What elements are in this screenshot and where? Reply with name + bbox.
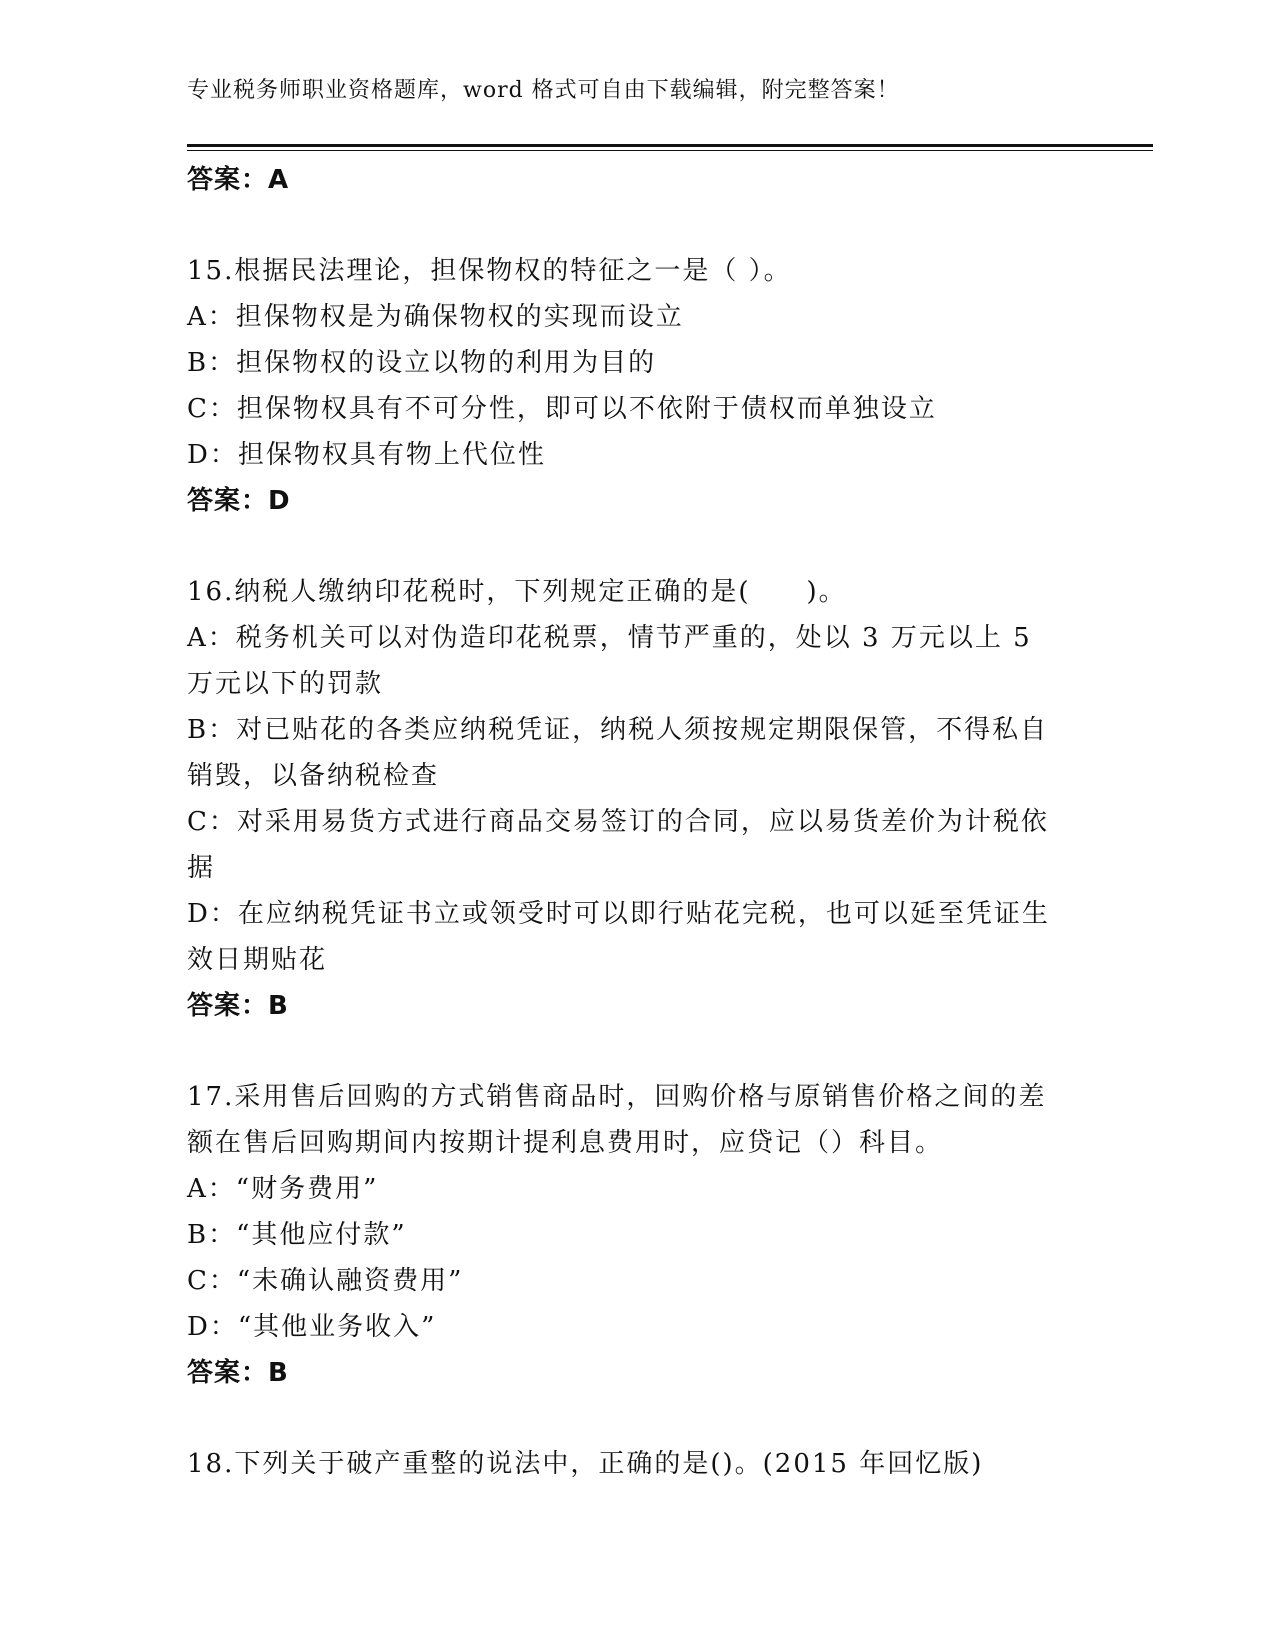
question-stem: 16.纳税人缴纳印花税时，下列规定正确的是( )。 [187,577,847,607]
option-a: A：税务机关可以对伪造印花税票，情节严重的，处以 3 万元以上 5 万元以下的罚款 [187,623,1032,699]
spacer [187,524,1067,569]
answer-line: 答案：B [187,991,289,1021]
spacer [187,1029,1067,1074]
answer-line: 答案：A [187,165,290,195]
question-block [187,248,1067,524]
document-body [187,157,1067,1487]
question-stem: 15.根据民法理论，担保物权的特征之一是（ ）。 [187,256,792,286]
option-a: A：“财务费用” [187,1174,379,1204]
question-stem: 18.下列关于破产重整的说法中，正确的是()。(2015 年回忆版) [187,1449,984,1479]
question-block [187,1441,1067,1487]
spacer [187,1396,1067,1441]
answer-line: 答案：B [187,1358,289,1388]
page-header: 专业税务师职业资格题库，word 格式可自由下载编辑，附完整答案！ [187,78,900,103]
option-a: A：担保物权是为确保物权的实现而设立 [187,302,684,332]
header-rule [187,144,1153,147]
answer-line: 答案：D [187,486,291,516]
option-b: B：担保物权的设立以物的利用为目的 [187,348,657,378]
option-c: C：对采用易货方式进行商品交易签订的合同，应以易货差价为计税依据 [187,807,1049,883]
option-d: D：在应纳税凭证书立或领受时可以即行贴花完税，也可以延至凭证生效日期贴花 [187,899,1050,975]
option-c: C：“未确认融资费用” [187,1266,464,1296]
question-block [187,569,1067,1029]
spacer [187,203,1067,248]
option-b: B：对已贴花的各类应纳税凭证，纳税人须按规定期限保管，不得私自销毁，以备纳税检查 [187,715,1049,791]
question-stem: 17.采用售后回购的方式销售商品时，回购价格与原销售价格之间的差额在售后回购期间内按期计提利息费用时，应贷记（）科目。 [187,1082,1047,1158]
option-d: D：担保物权具有物上代位性 [187,440,546,470]
question-block [187,1074,1067,1396]
header-rule-thin [187,150,1153,151]
option-c: C：担保物权具有不可分性，即可以不依附于债权而单独设立 [187,394,937,424]
option-b: B：“其他应付款” [187,1220,407,1250]
option-d: D：“其他业务收入” [187,1312,437,1342]
